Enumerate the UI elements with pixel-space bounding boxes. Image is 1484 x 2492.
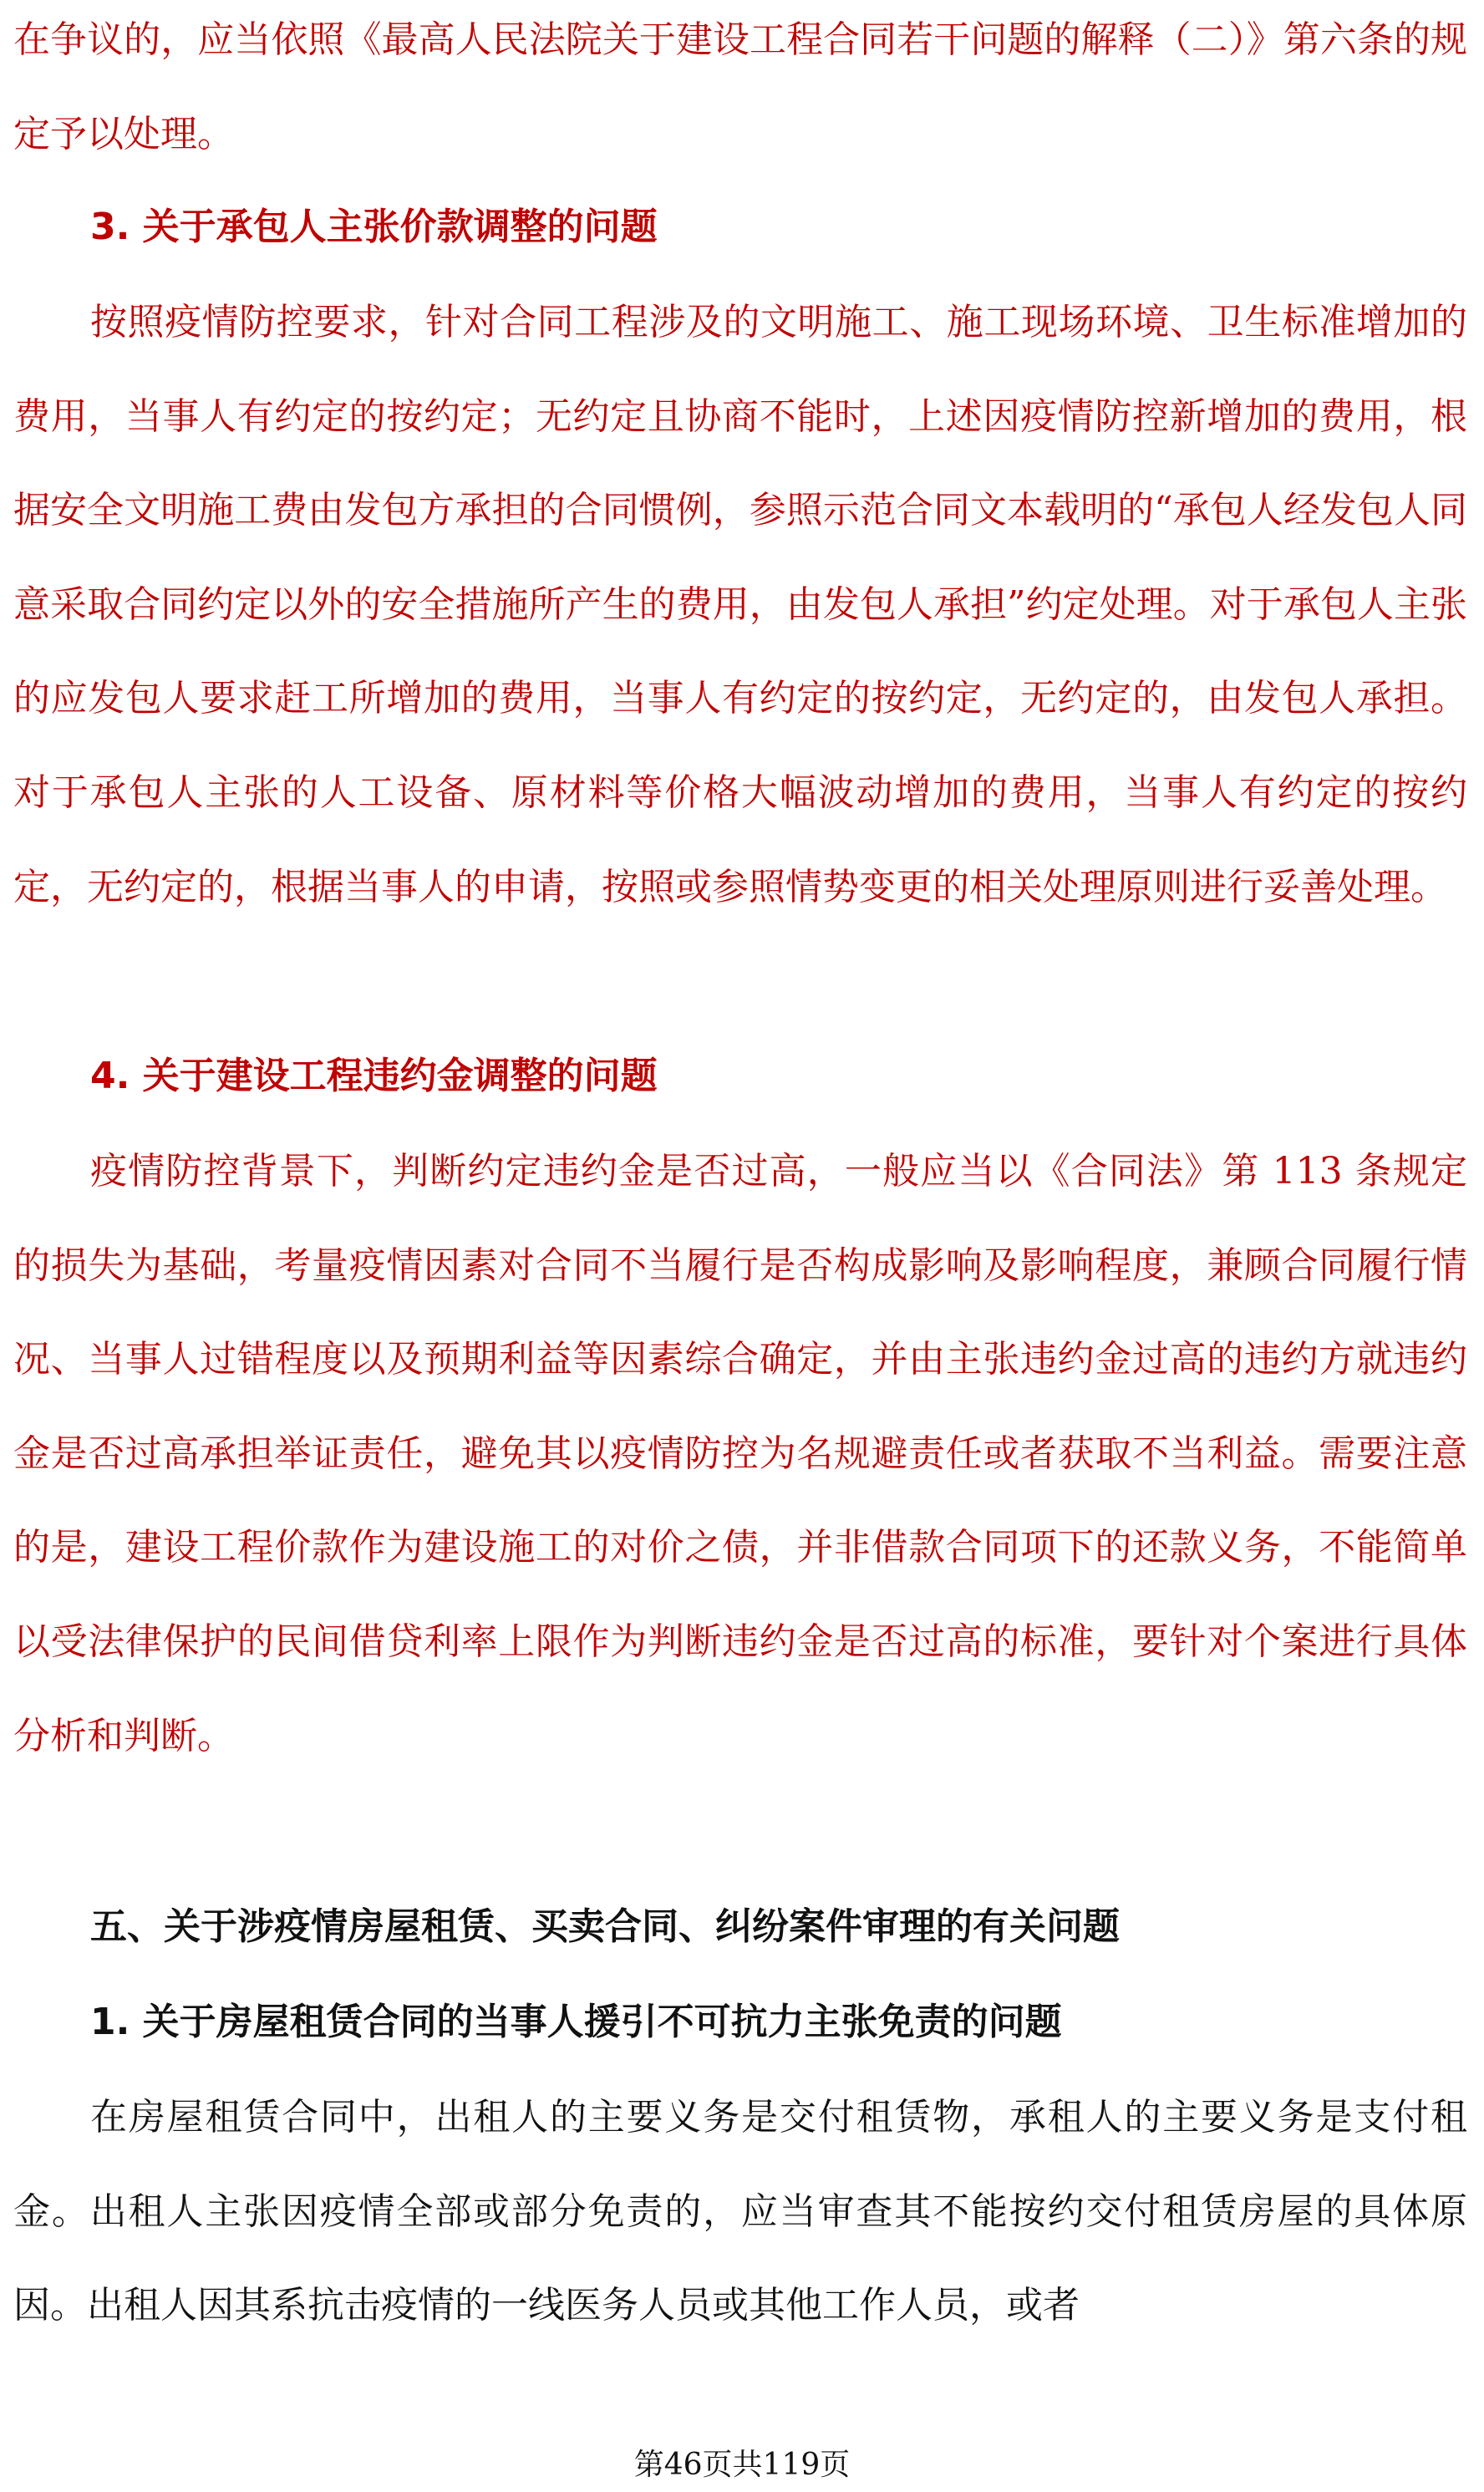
heading-price-adjustment: 3. 关于承包人主张价款调整的问题	[90, 206, 658, 248]
paragraph-price-adjustment: 按照疫情防控要求，针对合同工程涉及的文明施工、施工现场环境、卫生标准增加的费用，当事人有约定的按约定；无约定且协商不能时，上述因疫情防控新增加的费用，根据安全文明施工费由发包方承担的合同惯例，参照示范合同文本载明的“承包人经发包人同意采取合同约定以外的安全措施所产生的费用，由发包人承担”约定处理。对于承包人主张的应发包人要求赶工所增加的费用，当事人有约定的按约定，无约定的，由发包人承担。对于承包人主张的人工设备、原材料等价格大幅波动增加的费用，当事人有约定的按约定，无约定的，根据当事人的申请，按照或参照情势变更的相关处理原则进行妥善处理。	[13, 301, 1467, 908]
section-heading-housing: 五、关于涉疫情房屋租赁、买卖合同、纠纷案件审理的有关问题	[90, 1905, 1120, 1948]
heading-lease-force-majeure: 1. 关于房屋租赁合同的当事人援引不可抗力主张免责的问题	[90, 2001, 1062, 2043]
page-number-footer: 第46页共119页	[633, 2448, 851, 2482]
heading-liquidated-damages: 4. 关于建设工程违约金调整的问题	[90, 1055, 658, 1097]
paragraph-continuation: 在争议的，应当依照《最高人民法院关于建设工程合同若干问题的解释（二）》第六条的规定予以处理。	[13, 18, 1467, 155]
paragraph-liquidated-damages: 疫情防控背景下，判断约定违约金是否过高，一般应当以《合同法》第 113 条规定的损失为基础，考量疫情因素对合同不当履行是否构成影响及影响程度，兼顾合同履行情况、当事人过错程度以及预期利益等因素综合确定，并由主张违约金过高的违约方就违约金是否过高承担举证责任，避免其以疫情防控为名规避责任或者获取不当利益。需要注意的是，建设工程价款作为建设施工的对价之债，并非借款合同项下的还款义务，不能简单以受法律保护的民间借贷利率上限作为判断违约金是否过高的标准，要针对个案进行具体分析和判断。	[13, 1150, 1467, 1757]
paragraph-lease-force-majeure: 在房屋租赁合同中，出租人的主要义务是交付租赁物，承租人的主要义务是支付租金。出租人主张因疫情全部或部分免责的，应当审查其不能按约交付租赁房屋的具体原因。出租人因其系抗击疫情的一线医务人员或其他工作人员，或者	[13, 2096, 1467, 2327]
